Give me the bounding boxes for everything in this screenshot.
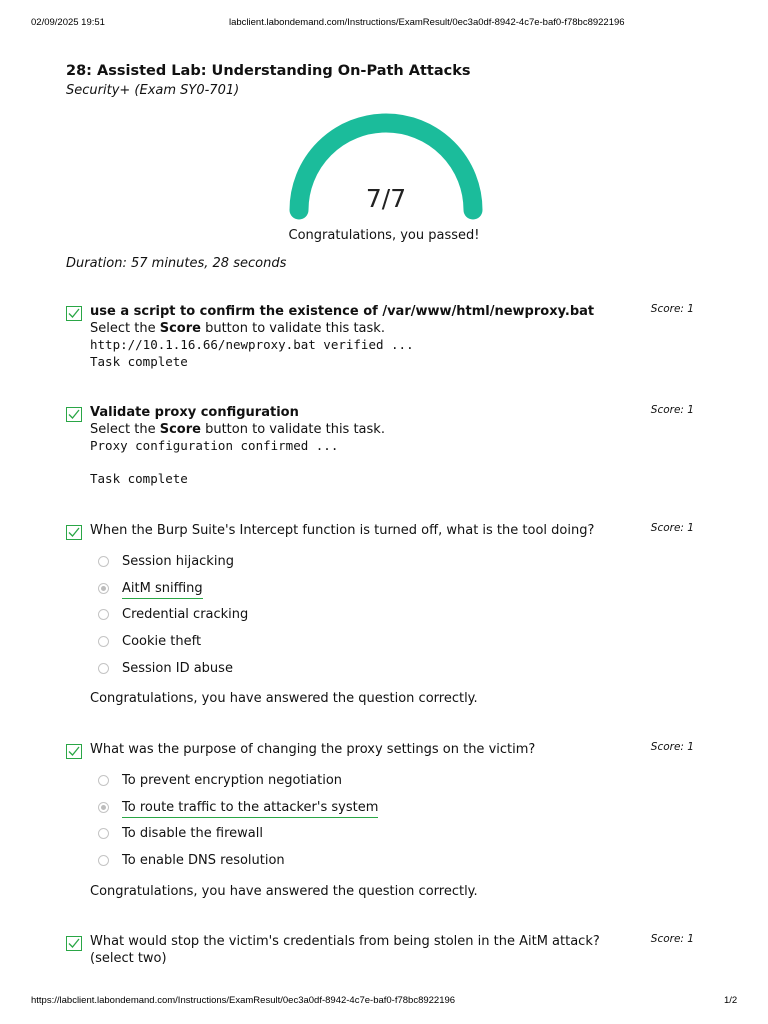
answer-option-selected[interactable]: AitM sniffing (90, 580, 630, 607)
print-datetime: 02/09/2025 19:51 (31, 17, 105, 28)
question-score: Score: 1 (650, 522, 694, 534)
answer-option[interactable]: To enable DNS resolution (90, 852, 630, 879)
radio-button[interactable] (98, 855, 109, 866)
print-url: labclient.labondemand.com/Instructions/ExamResult/0ec3a0df-8942-4c7e-baf0-f78bc8922196 (229, 17, 625, 28)
question-score: Score: 1 (650, 933, 694, 945)
check-icon (66, 744, 82, 759)
page-title: 28: Assisted Lab: Understanding On-Path Attacks (66, 63, 471, 79)
task-score: Score: 1 (650, 303, 694, 315)
check-icon (66, 525, 82, 540)
check-icon (66, 306, 82, 321)
duration-text: Duration: 57 minutes, 28 seconds (66, 256, 287, 271)
answer-option-selected[interactable]: To route traffic to the attacker's system (90, 799, 630, 826)
radio-button[interactable] (98, 828, 109, 839)
radio-button-selected[interactable] (98, 802, 109, 813)
radio-button[interactable] (98, 556, 109, 567)
print-page-number: 1/2 (724, 995, 738, 1006)
print-footer-url: https://labclient.labondemand.com/Instructions/ExamResult/0ec3a0df-8942-4c7e-baf0-f78bc8922196 (31, 995, 456, 1006)
answer-option[interactable]: Cookie theft (90, 633, 630, 660)
question-text: What would stop the victim's credentials from being stolen in the AitM attack? (select two) (90, 934, 600, 966)
answer-option[interactable]: Session hijacking (90, 553, 630, 580)
question-text: What was the purpose of changing the proxy settings on the victim? (90, 742, 536, 757)
answer-option[interactable]: To prevent encryption negotiation (90, 772, 630, 799)
answer-option[interactable]: To disable the firewall (90, 825, 630, 852)
answer-feedback: Congratulations, you have answered the question correctly. (90, 883, 478, 899)
radio-button[interactable] (98, 636, 109, 647)
task-score: Score: 1 (650, 404, 694, 416)
question-text: When the Burp Suite's Intercept function is turned off, what is the tool doing? (90, 523, 595, 538)
answer-feedback: Congratulations, you have answered the question correctly. (90, 691, 478, 707)
score-text: 7/7 (365, 184, 407, 213)
task-title: Validate proxy configuration (90, 405, 299, 420)
task-title: use a script to confirm the existence of /var/www/html/newproxy.bat (90, 304, 595, 319)
radio-button[interactable] (98, 775, 109, 786)
task-instruction: Select the Score button to validate this task. (90, 321, 385, 336)
pass-message: Congratulations, you passed! (288, 228, 480, 243)
task-instruction: Select the Score button to validate this task. (90, 422, 385, 437)
task-output: Proxy configuration confirmed ... Task complete (90, 438, 339, 486)
task-output: http://10.1.16.66/newproxy.bat verified ... Task complete (90, 337, 414, 369)
radio-button[interactable] (98, 609, 109, 620)
check-icon (66, 407, 82, 422)
question-score: Score: 1 (650, 741, 694, 753)
answer-option[interactable]: Credential cracking (90, 606, 630, 633)
check-icon (66, 936, 82, 951)
radio-button-selected[interactable] (98, 583, 109, 594)
page-subtitle: Security+ (Exam SY0-701) (66, 83, 240, 98)
radio-button[interactable] (98, 663, 109, 674)
answer-option[interactable]: Session ID abuse (90, 660, 630, 687)
